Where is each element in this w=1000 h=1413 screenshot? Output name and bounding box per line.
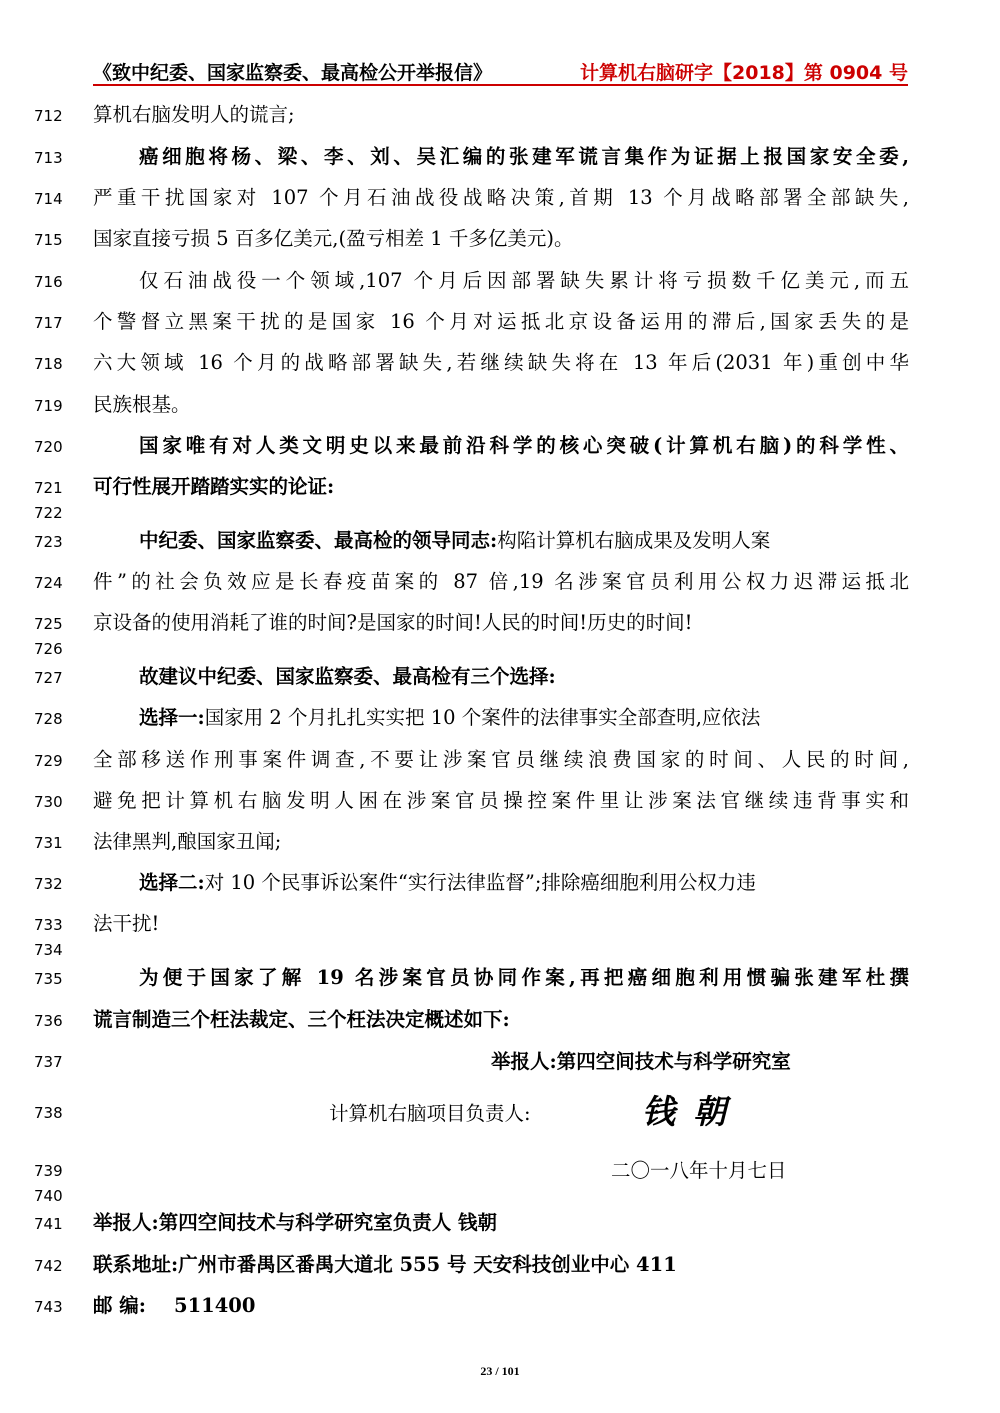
text-line: 谎言制造三个枉法裁定、三个枉法决定概述如下: (93, 1008, 510, 1031)
line-number: 735 (34, 970, 63, 988)
text-line: 件”的社会负效应是长春疫苗案的 87 倍,19 名涉案官员利用公权力迟滞运抵北 (93, 570, 909, 593)
page-number: 23 / 101 (480, 1364, 520, 1378)
postcode-line (93, 1293, 909, 1319)
line-number: 713 (34, 149, 63, 167)
text-line: 法律黑判,酿国家丑闻; (93, 830, 282, 853)
line-number: 734 (34, 941, 63, 959)
option-label: 选择一: (139, 706, 205, 729)
text-line: 全部移送作刑事案件调查,不要让涉案官员继续浪费国家的时间、人民的时间, (93, 748, 909, 771)
line-number: 714 (34, 190, 63, 208)
line-number: 741 (34, 1215, 63, 1233)
line-number: 712 (34, 107, 63, 125)
line-number: 733 (34, 916, 63, 934)
line-number: 731 (34, 834, 63, 852)
line-number: 732 (34, 875, 63, 893)
postcode-value: 511400 (174, 1294, 256, 1317)
header-reference-number: 计算机右脑研字【2018】第 0904 号 (580, 62, 908, 84)
line-number: 737 (34, 1053, 63, 1071)
page-header (93, 58, 908, 86)
text-line: 国家直接亏损 5 百多亿美元,(盈亏相差 1 千多亿美元)。 (93, 227, 574, 250)
line-number: 728 (34, 710, 63, 728)
line-number: 724 (34, 574, 63, 592)
line-number: 739 (34, 1162, 63, 1180)
line-number: 723 (34, 533, 63, 551)
text-line: 民族根基。 (93, 393, 191, 416)
text-line: 可行性展开踏踏实实的论证: (93, 475, 335, 498)
signature-label: 计算机右脑项目负责人: (329, 1102, 531, 1125)
text-line (93, 705, 909, 731)
text-line (93, 870, 909, 896)
postcode-label: 邮 编: (93, 1294, 146, 1317)
text-line: 故建议中纪委、国家监察委、最高检有三个选择: (139, 665, 556, 688)
line-number: 727 (34, 669, 63, 687)
signature-organization: 举报人:第四空间技术与科学研究室 (491, 1050, 791, 1073)
signature-name: 钱朝 (642, 1092, 744, 1131)
line-number: 740 (34, 1187, 63, 1205)
text-line: 京设备的使用消耗了谁的时间?是国家的时间!人民的时间!历史的时间! (93, 611, 693, 634)
text-line: 为便于国家了解 19 名涉案官员协同作案,再把癌细胞利用惯骗张建军杜撰 (139, 966, 909, 989)
line-number: 716 (34, 273, 63, 291)
line-number: 730 (34, 793, 63, 811)
line-number: 718 (34, 355, 63, 373)
text-line: 算机右脑发明人的谎言; (93, 103, 295, 126)
text-line: 严重干扰国家对 107 个月石油战役战略决策,首期 13 个月战略部署全部缺失, (93, 186, 909, 209)
line-number: 715 (34, 231, 63, 249)
text-fragment: 对 10 个民事诉讼案件“实行法律监督”;排除癌细胞利用公权力违 (204, 871, 756, 894)
text-line (93, 528, 909, 554)
text-line: 法干扰! (93, 912, 160, 935)
line-number: 719 (34, 397, 63, 415)
line-number: 743 (34, 1298, 63, 1316)
line-number: 722 (34, 504, 63, 522)
recipient-salutation: 中纪委、国家监察委、最高检的领导同志: (139, 529, 498, 552)
text-fragment: 构陷计算机右脑成果及发明人案 (497, 529, 771, 552)
line-number: 726 (34, 640, 63, 658)
text-line: 避免把计算机右脑发明人困在涉案官员操控案件里让涉案法官继续违背事实和 (93, 789, 909, 812)
line-number: 736 (34, 1012, 63, 1030)
header-title: 《致中纪委、国家监察委、最高检公开举报信》 (93, 62, 493, 84)
line-number: 721 (34, 479, 63, 497)
text-line: 癌细胞将杨、梁、李、刘、吴汇编的张建军谎言集作为证据上报国家安全委, (139, 145, 909, 168)
text-line: 仅石油战役一个领域,107 个月后因部署缺失累计将亏损数千亿美元,而五 (139, 269, 909, 292)
line-number: 720 (34, 438, 63, 456)
line-number: 742 (34, 1257, 63, 1275)
line-number: 738 (34, 1104, 63, 1122)
option-label: 选择二: (139, 871, 205, 894)
line-number: 717 (34, 314, 63, 332)
text-line: 个警督立黑案干扰的是国家 16 个月对运抵北京设备运用的滞后,国家丢失的是 (93, 310, 909, 333)
line-number: 725 (34, 615, 63, 633)
text-line: 国家唯有对人类文明史以来最前沿科学的核心突破(计算机右脑)的科学性、 (139, 434, 909, 457)
text-fragment: 国家用 2 个月扎扎实实把 10 个案件的法律事实全部查明,应依法 (204, 706, 761, 729)
reporter-line: 举报人:第四空间技术与科学研究室负责人 钱朝 (93, 1211, 497, 1234)
signature-date: 二〇一八年十月七日 (611, 1159, 787, 1182)
address-line: 联系地址:广州市番禺区番禺大道北 555 号 天安科技创业中心 411 (93, 1253, 677, 1276)
line-number: 729 (34, 752, 63, 770)
text-line: 六大领域 16 个月的战略部署缺失,若继续缺失将在 13 年后(2031 年)重创中华 (93, 351, 909, 374)
